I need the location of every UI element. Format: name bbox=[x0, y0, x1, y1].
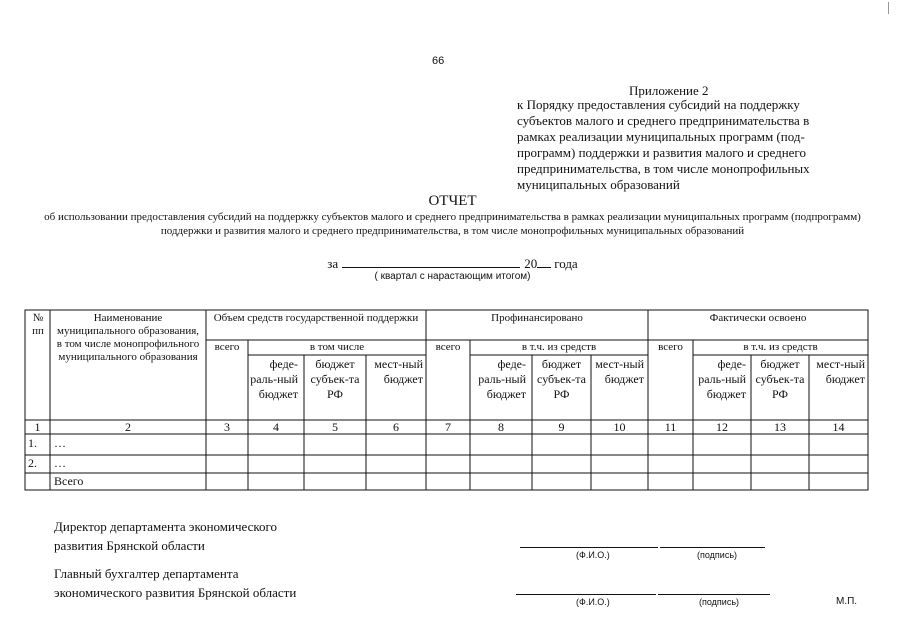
period-year-prefix: 20 bbox=[524, 256, 538, 271]
header-spent: Фактически освоено bbox=[709, 312, 807, 324]
header-of-which: в т.ч. из средств bbox=[521, 341, 597, 353]
column-number: 5 bbox=[332, 420, 338, 434]
column-number: 9 bbox=[558, 420, 565, 434]
header-regional-budget: бюджет субъек-та РФ bbox=[537, 357, 586, 401]
header-of-which: в т.ч. из средств bbox=[743, 341, 818, 353]
column-number: 12 bbox=[716, 420, 728, 434]
fio-line[interactable] bbox=[516, 594, 656, 595]
header-local-budget: мест-ный бюджет bbox=[595, 357, 644, 386]
header-including: в том числе bbox=[309, 341, 365, 353]
header-municipality: Наименование муниципального образования, в том числе монопрофильного муниципального образования bbox=[56, 312, 200, 363]
header-federal-budget: феде-раль-ный бюджет bbox=[250, 357, 298, 401]
document-title: ОТЧЕТ bbox=[428, 193, 477, 209]
document-subtitle: об использовании предоставления субсидий на поддержку субъектов малого и среднего предпринимательства в рамках реализации муниципальных программ (подпрограмм) поддержки и развития малого и среднего предпринимательства, в том числе монопрофильных муниципальных образований bbox=[44, 211, 861, 237]
column-number: 3 bbox=[224, 420, 230, 434]
table-row-number: 2. bbox=[28, 456, 37, 470]
table-row-number: 1. bbox=[28, 436, 37, 450]
appendix-line: программ) поддержки и развития малого и среднего bbox=[517, 145, 806, 160]
table-row-name: … bbox=[54, 436, 66, 450]
header-local-budget: мест-ный бюджет bbox=[816, 357, 865, 386]
period-prefix: за bbox=[327, 256, 339, 271]
header-total: всего bbox=[214, 341, 240, 353]
header-regional-budget: бюджет субъек-та РФ bbox=[310, 357, 360, 401]
header-support-volume: Объем средств государственной поддержки bbox=[213, 312, 419, 324]
header-regional-budget: бюджет субъек-та РФ bbox=[755, 357, 805, 401]
header-total: всего bbox=[435, 341, 461, 353]
signature-line[interactable] bbox=[660, 547, 765, 548]
column-number: 13 bbox=[774, 420, 786, 434]
appendix-line: муниципальных образований bbox=[517, 177, 680, 192]
header-total: всего bbox=[658, 341, 683, 353]
column-number: 10 bbox=[613, 420, 626, 434]
fio-line[interactable] bbox=[520, 547, 658, 548]
column-number: 8 bbox=[498, 420, 504, 434]
fio-caption: (Ф.И.О.) bbox=[576, 550, 610, 560]
position-line: экономического развития Брянской области bbox=[54, 585, 297, 600]
period-note: ( квартал с нарастающим итогом) bbox=[374, 271, 531, 282]
header-number: № пп bbox=[32, 312, 44, 337]
table-total-label: Всего bbox=[54, 474, 84, 488]
appendix-title: Приложение 2 bbox=[629, 83, 709, 98]
signature-position-director bbox=[54, 517, 277, 555]
column-number: 2 bbox=[125, 420, 131, 434]
column-number: 14 bbox=[832, 420, 845, 434]
position-line: Главный бухгалтер департамента bbox=[54, 566, 239, 581]
signature-position-accountant bbox=[54, 564, 296, 602]
fio-caption: (Ф.И.О.) bbox=[576, 597, 610, 607]
column-number: 6 bbox=[393, 420, 399, 434]
position-line: развития Брянской области bbox=[54, 538, 205, 553]
appendix-line: рамках реализации муниципальных программ (под- bbox=[517, 129, 805, 144]
appendix-line: субъектов малого и среднего предпринимательства в bbox=[517, 113, 810, 128]
position-line: Директор департамента экономического bbox=[54, 519, 278, 534]
appendix-line: предпринимательства, в том числе монопрофильных bbox=[517, 161, 810, 176]
stamp-place: М.П. bbox=[836, 596, 858, 607]
signature-caption: (подпись) bbox=[699, 597, 740, 607]
column-number: 1 bbox=[34, 420, 41, 434]
signature-line[interactable] bbox=[658, 594, 770, 595]
column-number: 7 bbox=[445, 420, 451, 434]
appendix-line: к Порядку предоставления субсидий на поддержку bbox=[517, 97, 800, 112]
header-local-budget: мест-ный бюджет bbox=[374, 357, 423, 386]
header-federal-budget: феде-раль-ный бюджет bbox=[698, 357, 746, 401]
header-financed: Профинансировано bbox=[491, 312, 583, 324]
column-number: 4 bbox=[273, 420, 279, 434]
period-suffix: года bbox=[554, 256, 578, 271]
page-number: 66 bbox=[432, 55, 445, 67]
column-number: 11 bbox=[664, 420, 677, 434]
header-federal-budget: феде-раль-ный бюджет bbox=[478, 357, 526, 401]
signature-caption: (подпись) bbox=[697, 550, 738, 560]
table-row-name: … bbox=[54, 456, 66, 470]
